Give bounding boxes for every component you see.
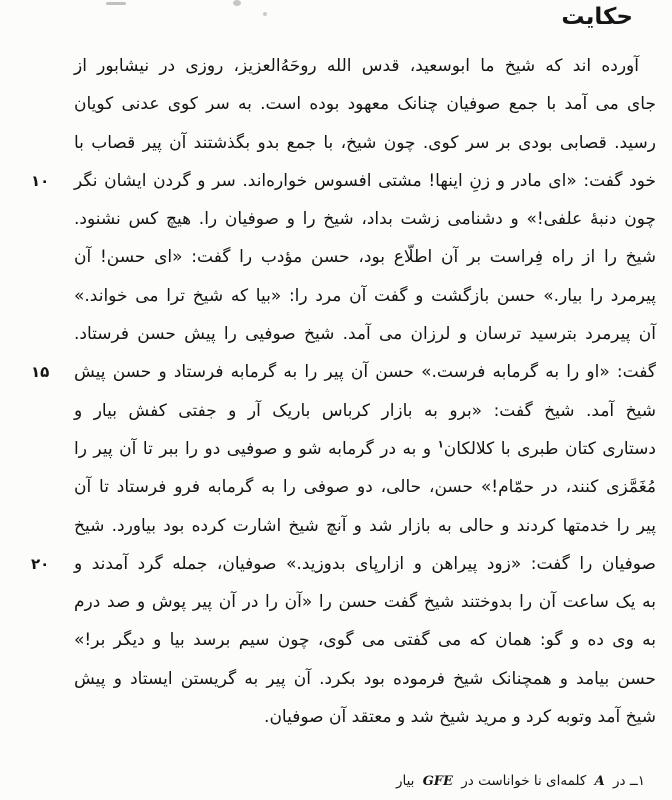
scan-speck [263,12,267,16]
line-text: جای می آمد با جمع صوفیان چنانک معهود بوده است. به سر کوی عدنی کویان [74,94,656,115]
line-text: رسید. قصابی بودی بر سر کوی. چون شیخ، با جمع بدو بگذشتند آن پیر قصاب با [74,132,656,153]
line-text: شیخ آمد. شیخ گفت: «برو به بازار کرباس باریک آر و جفتی کفش بیار و [74,400,656,421]
footnote-text: در [612,773,626,789]
footnote-variant-word: بیار [395,773,415,789]
footnote [396,771,645,792]
text-line [74,200,656,238]
text-line [31,162,656,200]
text-line [74,660,656,698]
chapter-heading: حکایت [561,4,633,30]
line-text: دستاری کتان طبری با کلالکان [443,438,657,459]
text-line [74,315,656,353]
footnote-text: کلمه‌ای نا خواناست در [461,773,587,789]
text-line [74,392,656,430]
text-line [74,277,656,315]
text-line [31,353,656,391]
text-line [74,238,656,276]
text-line [74,85,656,123]
footnote-number: ۱ــ [629,773,645,789]
text-line [74,468,656,506]
text-line [74,583,656,621]
line-text: آورده اند که شیخ ما ابوسعید، قدس الله روحَهُ‌العزیز، روزی در نیشابور از [74,56,639,76]
line-text: به یک ساعت آن را بدوختند شیخ گفت حسن را «آن را در آن پیر پوش و صد درم [74,592,656,613]
text-line [74,621,656,659]
line-text: خود گفت: «ای مادر و زنِ اینها! مشتی افسوس خواره‌اند. سر و گردن ایشان نگر [74,170,656,191]
line-text: آن پیرمرد بترسید ترسان و لرزان می آمد. شیخ صوفیی را پیش حسن فرستاد. [74,324,656,345]
text-line [74,507,656,545]
line-text: چون دنبهٔ علفی!» و دشنامی زشت بداد، شیخ را و صوفیان را. هیچ کس نشنود. [74,209,656,230]
footnote-reference-mark: ۱ [437,439,444,451]
margin-line-number-15: ۱۵ [31,363,50,382]
margin-line-number-20: ۲۰ [31,554,50,573]
line-text: گفت: «او را به گرمابه فرست.» حسن آن پیر را به گرمابه فرستاد و حسن پیش [74,362,656,383]
text-line [74,698,656,736]
story-text-block [31,47,657,736]
line-text: شیخ را از راه فِراست بر آن اطلّاع بود، حسن مؤدب را گفت: «ای حسن! آن [74,247,656,268]
line-text: صوفیان را گفت: «زود پیراهن و ازارپای بدوزید.» صوفیان، جمله گرد آمدند و [74,553,656,574]
manuscript-siglum-gfe: GFE [422,774,453,789]
line-text: و به در گرمابه شو و صوفیی دو را ببر تا آن پیر را [74,438,438,459]
margin-line-number-10: ۱۰ [31,171,50,190]
line-text: پیر را خدمتها کردند و حالی به بازار شد و آنچ شیخ اشارت کرده بود بیاورد. شیخ [74,515,656,536]
line-text: به وی ده و گو: همان که می گفتی می گوی، چون سیم برسد بیا و دیگر بر!» [74,630,656,651]
manuscript-siglum-a: A [594,774,605,789]
line-text: مُغَمَّزی کنند، در حمّام!» حسن، حالی، دو صوفی را به گرمابه فرو فرستاد تا آن [74,477,656,498]
line-text: حسن بیامد و همچنانک شیخ فرموده بود بکرد. آن پیر به گریستن ایستاد و پیش [74,668,656,689]
line-text: شیخ آمد وتوبه کرد و مرید شیخ شد و معتقد آن صوفیان. [264,707,656,728]
scan-speck [233,0,241,6]
text-line [74,430,656,468]
text-line [31,545,656,583]
text-line [74,47,656,85]
text-line [74,124,656,162]
scan-speck [106,2,126,5]
line-text: پیرمرد را بیار.» حسن بازگشت و گفت آن مرد را: «بیا که شیخ ترا می خواند.» [74,285,656,306]
